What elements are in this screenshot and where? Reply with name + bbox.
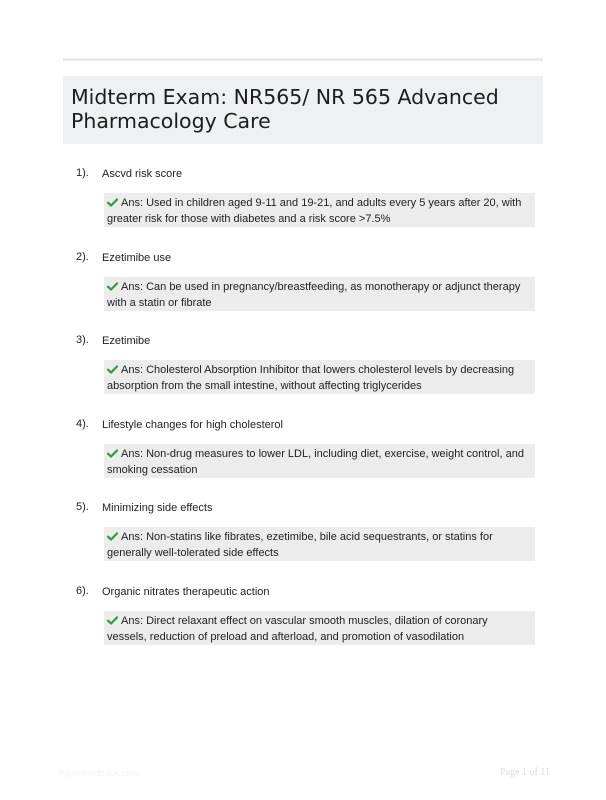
question-text: Organic nitrates therapeutic action xyxy=(102,585,270,598)
question-item xyxy=(0,584,606,668)
title-banner xyxy=(63,76,543,144)
question-text: Ezetimibe use xyxy=(102,251,172,264)
check-icon xyxy=(107,616,118,625)
answer-prefix: Ans: xyxy=(121,614,144,627)
question-number: 6). xyxy=(76,584,89,597)
answer-prefix: Ans: xyxy=(121,531,144,544)
answer-box xyxy=(104,360,535,394)
answer-text: Direct relaxant effect on vascular smooth muscles, dilation of coronary vessels, reduction of preload and afterload, and promotion of vasodilation xyxy=(107,614,488,643)
question-number: 1). xyxy=(76,167,89,179)
question-item xyxy=(0,166,606,250)
answer-prefix: Ans: xyxy=(121,364,144,377)
page-number: Page 1 of 11 xyxy=(500,767,550,778)
check-icon xyxy=(107,532,118,541)
answer-box xyxy=(104,277,535,311)
question-item xyxy=(0,500,606,584)
top-divider xyxy=(63,58,543,61)
check-icon xyxy=(107,198,118,207)
answer-box xyxy=(104,444,535,478)
question-number: 5). xyxy=(76,501,89,514)
answer-text: Can be used in pregnancy/breastfeeding, as monotherapy or adjunct therapy with a statin or fibrate xyxy=(107,280,521,309)
answer-box xyxy=(104,527,535,561)
answer-text: Non-statins like fibrates, ezetimibe, bile acid sequestrants, or statins for generally well-tolerated side effects xyxy=(107,531,493,560)
answer-text: Non-drug measures to lower LDL, including diet, exercise, weight control, and smoking cessation xyxy=(107,447,524,476)
question-number: 4). xyxy=(76,417,89,430)
answer-prefix: Ans: xyxy=(121,280,144,293)
check-icon xyxy=(107,449,118,458)
question-text: Ascvd risk score xyxy=(102,168,183,180)
answer-prefix: Ans: xyxy=(121,447,144,460)
question-text: Ezetimibe xyxy=(102,335,151,348)
page-title: Midterm Exam: NR565/ NR 565 Advanced Pharmacology Care xyxy=(71,85,499,133)
answer-box xyxy=(104,611,535,645)
question-text: Lifestyle changes for high cholesterol xyxy=(102,418,283,431)
question-number: 2). xyxy=(76,250,89,263)
answer-box xyxy=(104,193,535,227)
question-list xyxy=(0,166,606,668)
answer-prefix: Ans: xyxy=(121,197,144,209)
check-icon xyxy=(107,282,118,291)
question-item xyxy=(0,417,606,501)
question-item xyxy=(0,333,606,417)
question-text: Minimizing side effects xyxy=(102,502,213,515)
watermark-text: Paperfeedback.com xyxy=(58,768,139,778)
question-item xyxy=(0,250,606,334)
question-number: 3). xyxy=(76,334,89,347)
answer-text: Used in children aged 9-11 and 19-21, and adults every 5 years after 20, with greater risk for those with diabetes and a risk score >7.5% xyxy=(107,197,522,225)
check-icon xyxy=(107,365,118,374)
answer-text: Cholesterol Absorption Inhibitor that lowers cholesterol levels by decreasing absorption from the small intestine, without affecting triglycerides xyxy=(107,364,515,393)
